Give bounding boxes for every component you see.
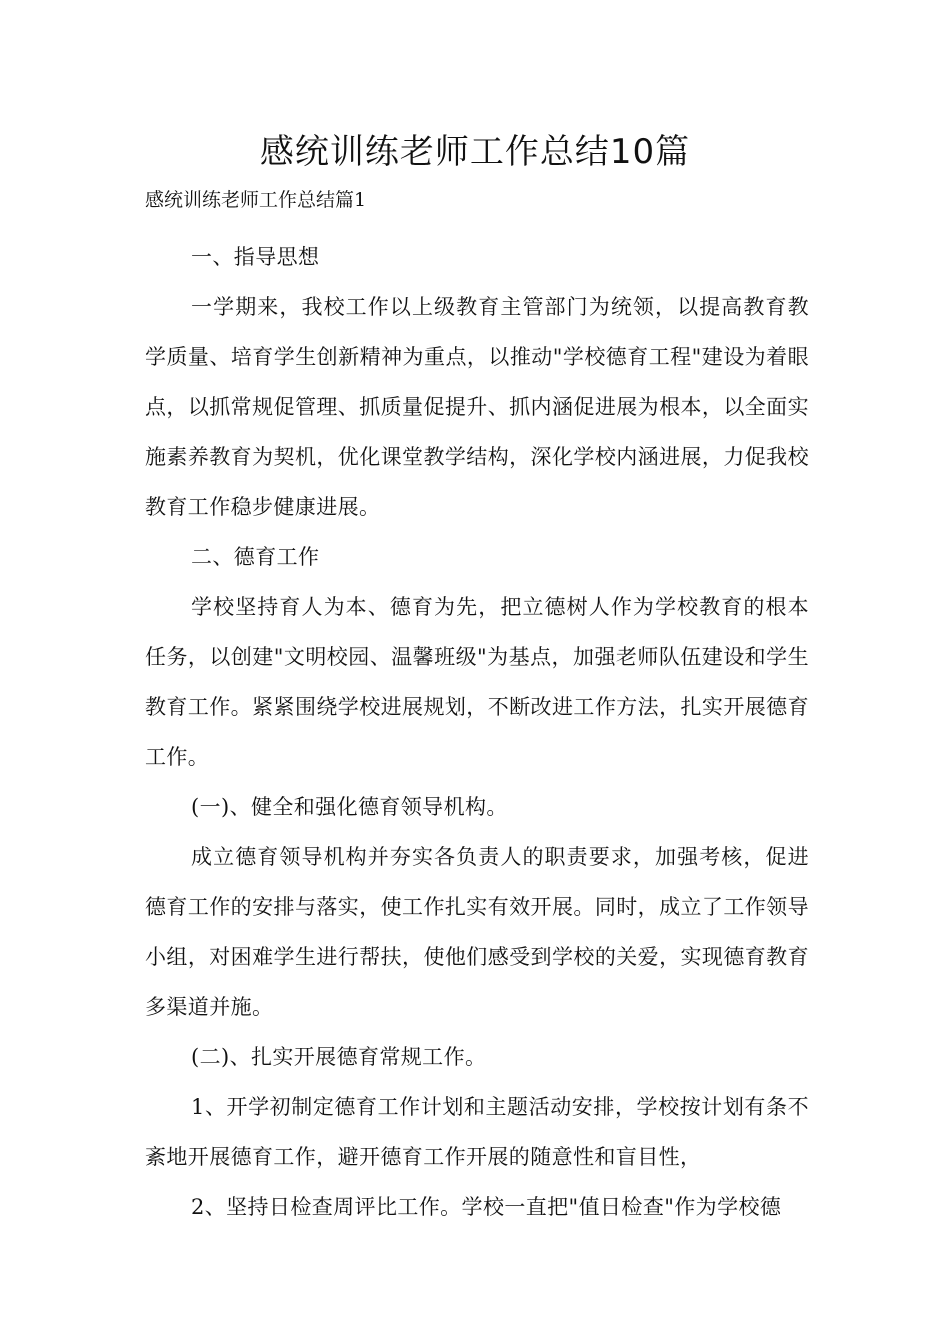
document-subtitle: 感统训练老师工作总结篇1 [145,189,367,211]
paragraph-item-1: 1、开学初制定德育工作计划和主题活动安排，学校按计划有条不紊地开展德育工作，避开德育工作开展的随意性和盲目性， [145,1095,809,1169]
document-body [145,232,809,1232]
paragraph-item-2: 2、坚持日检查周评比工作。学校一直把"值日检查"作为学校德 [191,1195,782,1219]
document-title: 感统训练老师工作总结10篇 [259,132,691,172]
subsection-heading-routine-work: (二)、扎实开展德育常规工作。 [191,1045,487,1069]
subsection-heading-leadership: (一)、健全和强化德育领导机构。 [191,795,508,819]
paragraph-leadership: 成立德育领导机构并夯实各负责人的职责要求，加强考核，促进德育工作的安排与落实，使工作扎实有效开展。同时，成立了工作领导小组，对困难学生进行帮扶，使他们感受到学校的关爱，实现德育教育多渠道并施。 [145,845,809,1019]
section-heading-guiding-thought: 一、指导思想 [191,245,320,269]
section-heading-moral-education: 二、德育工作 [191,545,320,569]
paragraph-guiding-thought: 一学期来，我校工作以上级教育主管部门为统领，以提高教育教学质量、培育学生创新精神为重点，以推动"学校德育工程"建设为着眼点，以抓常规促管理、抓质量促提升、抓内涵促进展为根本，以全面实施素养教育为契机，优化课堂教学结构，深化学校内涵进展，力促我校教育工作稳步健康进展。 [145,295,809,519]
paragraph-moral-education: 学校坚持育人为本、德育为先，把立德树人作为学校教育的根本任务，以创建"文明校园、温馨班级"为基点，加强老师队伍建设和学生教育工作。紧紧围绕学校进展规划，不断改进工作方法，扎实开展德育工作。 [145,595,809,769]
